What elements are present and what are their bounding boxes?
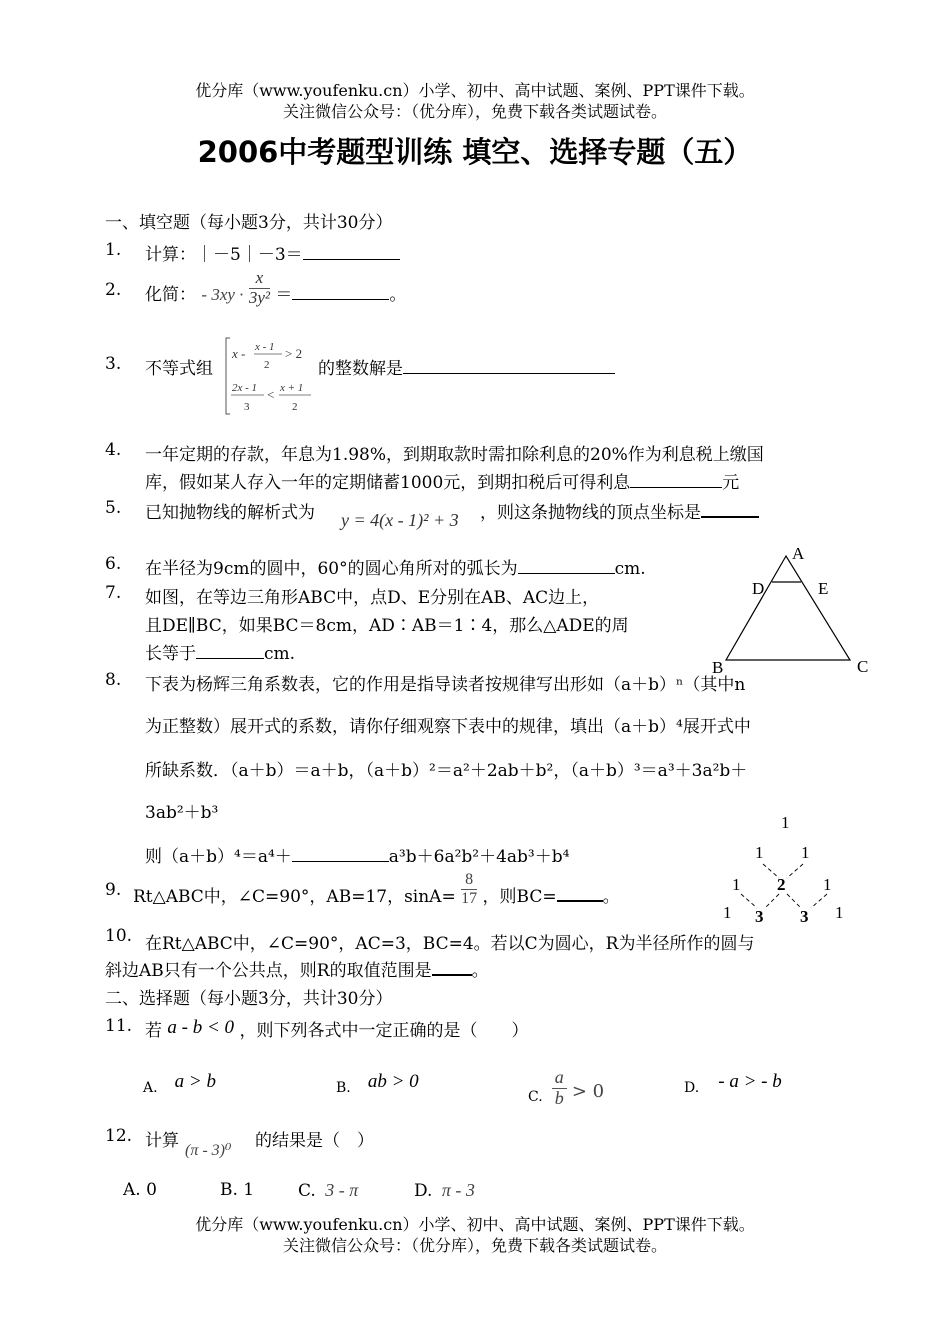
q2-fraction [249, 269, 270, 307]
point-d-label: D [752, 579, 765, 598]
q9-wrap [133, 871, 620, 908]
q12-expression: (π - 3)⁰ [185, 1142, 232, 1159]
q3-text: 不等式组 [145, 359, 213, 379]
footer-line-2: 关注微信公众号：（优分库），免费下载各类试题试卷。 [282, 1236, 667, 1255]
q10-line-2-wrap [105, 956, 489, 981]
q11-option-d-label: D. [684, 1080, 700, 1096]
q3-ineq2-num2: x + 1 [280, 382, 304, 394]
q9-text: Rt△ABC中，∠C=90°，AB=17，sinA= [133, 887, 456, 907]
q9-end: 。 [602, 887, 620, 907]
header-line-1: 优分库（www.youfenku.cn）小学、初中、高中试题、案例、PPT课件下载。 [195, 81, 755, 100]
q9-number: 9. [105, 880, 122, 900]
q11-option-c-num: a [552, 1068, 567, 1089]
vertex-a-label: A [792, 544, 805, 563]
yh-r1-1: 1 [781, 813, 790, 832]
q11-option-a-label: A. [143, 1080, 158, 1096]
q11-option-d-expr: - a > - b [718, 1071, 782, 1092]
q8-line-2: 为正整数）展开式的系数，请你仔细观察下表中的规律，填出（a＋b）⁴展开式中 [145, 717, 751, 737]
q7-line-3: 长等于 [145, 644, 196, 664]
q4 [105, 440, 764, 493]
q3-ineq1-right: > 2 [285, 346, 303, 361]
q2-end: 。 [389, 285, 407, 305]
q8-line-3: 所缺系数．（a＋b）＝a＋b，（a＋b）²＝a²＋2ab＋b²，（a＋b）³＝a³＋3a²b＋ [145, 761, 748, 781]
q2-expression: - 3xy · [201, 285, 244, 304]
q12 [105, 1126, 374, 1159]
q4-number: 4. [105, 440, 122, 460]
q3-ineq2-den1: 3 [244, 401, 250, 413]
q11-option-d[interactable] [684, 1071, 782, 1098]
q6-number: 6. [105, 554, 122, 574]
q9-fraction [461, 871, 477, 907]
q9 [105, 871, 620, 907]
q10-number: 10. [105, 926, 133, 946]
q7-number: 7. [105, 583, 122, 603]
q3-ineq1-left: x - [232, 346, 246, 361]
q8-line-5b: a³b＋6a²b²＋4ab³＋b⁴ [388, 847, 570, 867]
q11-option-c-fraction [552, 1068, 567, 1109]
q9-answer-blank[interactable] [557, 885, 603, 902]
q6-text: 在半径为9cm的圆中，60°的圆心角所对的弧长为 [145, 559, 518, 579]
q11-option-a[interactable] [143, 1071, 216, 1098]
section-2-heading: 二、选择题（每小题3分，共计30分） [105, 989, 393, 1009]
q8-answer-blank[interactable] [292, 846, 389, 862]
q6-unit: cm. [614, 559, 646, 579]
q6-answer-blank[interactable] [518, 558, 615, 574]
q5-expression: y = 4(x - 1)² + 3 [341, 510, 459, 530]
q2-text: 化简： [145, 285, 196, 305]
q3-ineq2-num1: 2x - 1 [232, 382, 258, 394]
triangle-figure [700, 540, 880, 680]
q12-option-d-expr: π - 3 [441, 1180, 475, 1200]
q5-answer-blank[interactable] [701, 501, 759, 518]
yanghui-triangle [715, 808, 855, 928]
q2-number: 2. [105, 280, 122, 300]
q2-answer-blank[interactable] [292, 284, 389, 300]
q9-frac-num: 8 [461, 871, 477, 890]
q8-line-5a: 则（a＋b）⁴＝a⁴＋ [145, 847, 292, 867]
q3-tail-text: 的整数解是 [318, 359, 403, 379]
q4-line-1: 一年定期的存款，年息为1.98%，到期取款时需扣除利息的20%作为利息税上缴国 [145, 445, 764, 465]
yh-r3-2: 2 [777, 875, 786, 894]
q5-number: 5. [105, 498, 122, 518]
q5-tail: ，则这条抛物线的顶点坐标是 [480, 503, 701, 523]
q11-option-c-expr: > 0 [571, 1080, 605, 1102]
q1 [105, 240, 303, 265]
q12-option-c-label: C. [298, 1181, 316, 1201]
q8-number: 8. [105, 670, 122, 690]
yh-r4-2: 3 [755, 907, 764, 926]
q7-answer-blank[interactable] [196, 643, 264, 659]
yh-r3-1: 1 [732, 875, 741, 894]
q3-ineq2-den2: 2 [292, 401, 298, 413]
q8-line-5 [145, 842, 569, 867]
q11-number: 11. [105, 1016, 133, 1036]
q1-number: 1. [105, 240, 122, 260]
q2-equals: ＝ [275, 285, 293, 305]
q5 [105, 498, 701, 530]
q6-wrap [145, 554, 646, 579]
q12-option-c[interactable] [298, 1180, 358, 1201]
q10 [105, 926, 755, 981]
q1-answer-blank[interactable] [303, 244, 400, 260]
yh-r2-1: 1 [755, 843, 764, 862]
vertex-c-label: C [857, 657, 869, 676]
q10-answer-blank[interactable] [432, 959, 472, 976]
q9-tail: ，则BC= [482, 887, 557, 907]
yh-r4-1: 1 [723, 903, 732, 922]
q2-fraction-denominator: 3y² [248, 288, 270, 307]
q8-line-4: 3ab²＋b³ [145, 803, 219, 823]
q11-option-b-expr: ab > 0 [367, 1071, 419, 1092]
q11-wrap [145, 1016, 528, 1042]
q12-option-c-expr: 3 - π [325, 1180, 359, 1200]
q9-frac-den: 17 [461, 890, 478, 907]
point-e-label: E [818, 579, 829, 598]
q11-option-a-expr: a > b [174, 1071, 216, 1092]
header-line-2: 关注微信公众号：（优分库），免费下载各类试题试卷。 [282, 102, 667, 121]
q7-line-1: 如图，在等边三角形ABC中，点D、E分别在AB、AC边上， [145, 588, 600, 608]
q10-line-2: 斜边AB只有一个公共点，则R的取值范围是 [105, 961, 432, 981]
q3-tail [318, 354, 615, 379]
vertex-b-label: B [712, 658, 724, 677]
page-title: 2006中考题型训练 填空、选择专题（五） [197, 135, 753, 169]
q12-option-d[interactable] [414, 1180, 475, 1201]
q7-unit: cm. [264, 644, 296, 664]
section-1-heading: 一、填空题（每小题3分，共计30分） [105, 213, 393, 233]
q12-text: 计算 [145, 1131, 179, 1151]
q3-ineq1-den: 2 [264, 359, 270, 371]
q12-tail: 的结果是（ ） [255, 1131, 374, 1151]
q4-line-2: 库，假如某人存入一年的定期储蓄1000元，到期扣税后可得利息 [145, 473, 631, 493]
q11 [105, 1016, 529, 1041]
q12-number: 12. [105, 1126, 133, 1146]
q11-option-b[interactable] [336, 1071, 419, 1098]
q3-number: 3. [105, 354, 122, 374]
q5-tail-wrap [480, 498, 759, 523]
q3-answer-blank[interactable] [403, 358, 615, 374]
yh-r4-3: 3 [800, 907, 809, 926]
q1-text: 计算：｜－5｜－3＝ [145, 245, 303, 265]
q2-fraction-numerator: x [249, 269, 270, 289]
q3-inequality-system [222, 332, 314, 422]
q11-tail: ，则下列各式中一定正确的是（ ） [239, 1021, 529, 1041]
q7-line-2: 且DE∥BC，如果BC＝8cm，AD∶AB＝1∶4，那么△ADE的周 [145, 616, 629, 636]
yh-r4-4: 1 [835, 903, 844, 922]
q4-line-2-wrap [145, 468, 739, 493]
q4-unit: 元 [722, 473, 740, 493]
yh-r3-3: 1 [823, 875, 832, 894]
q3-ineq2-op: < [267, 387, 275, 402]
q5-text: 已知抛物线的解析式为 [145, 503, 315, 523]
q8-line-1: 下表为杨辉三角系数表，它的作用是指导读者按规律写出形如（a＋b）ⁿ（其中n [145, 675, 746, 695]
q3-ineq1-num: x - 1 [255, 341, 275, 353]
q11-option-c[interactable] [528, 1068, 604, 1109]
q10-end: 。 [471, 961, 489, 981]
yh-r2-2: 1 [801, 843, 810, 862]
q12-option-a[interactable]: A. 0 [123, 1180, 157, 1200]
q11-text: 若 [145, 1021, 162, 1041]
q11-condition: a - b < 0 [167, 1017, 235, 1038]
q11-option-b-label: B. [336, 1080, 351, 1096]
q4-answer-blank[interactable] [630, 472, 722, 488]
q10-line-1: 在Rt△ABC中，∠C=90°，AC=3，BC=4。若以C为圆心，R为半径所作的圆与 [145, 934, 755, 954]
q2 [105, 268, 407, 307]
q11-option-c-label: C. [528, 1088, 543, 1105]
q6 [105, 554, 646, 579]
q3 [105, 354, 403, 379]
q12-option-d-label: D. [414, 1181, 433, 1201]
q12-option-b[interactable]: B. 1 [220, 1180, 255, 1200]
q7-line-3-wrap [145, 639, 295, 664]
q7 [105, 583, 629, 664]
q8 [105, 670, 751, 867]
q11-option-c-den: b [554, 1087, 564, 1108]
footer-line-1: 优分库（www.youfenku.cn）小学、初中、高中试题、案例、PPT课件下载。 [195, 1215, 755, 1234]
